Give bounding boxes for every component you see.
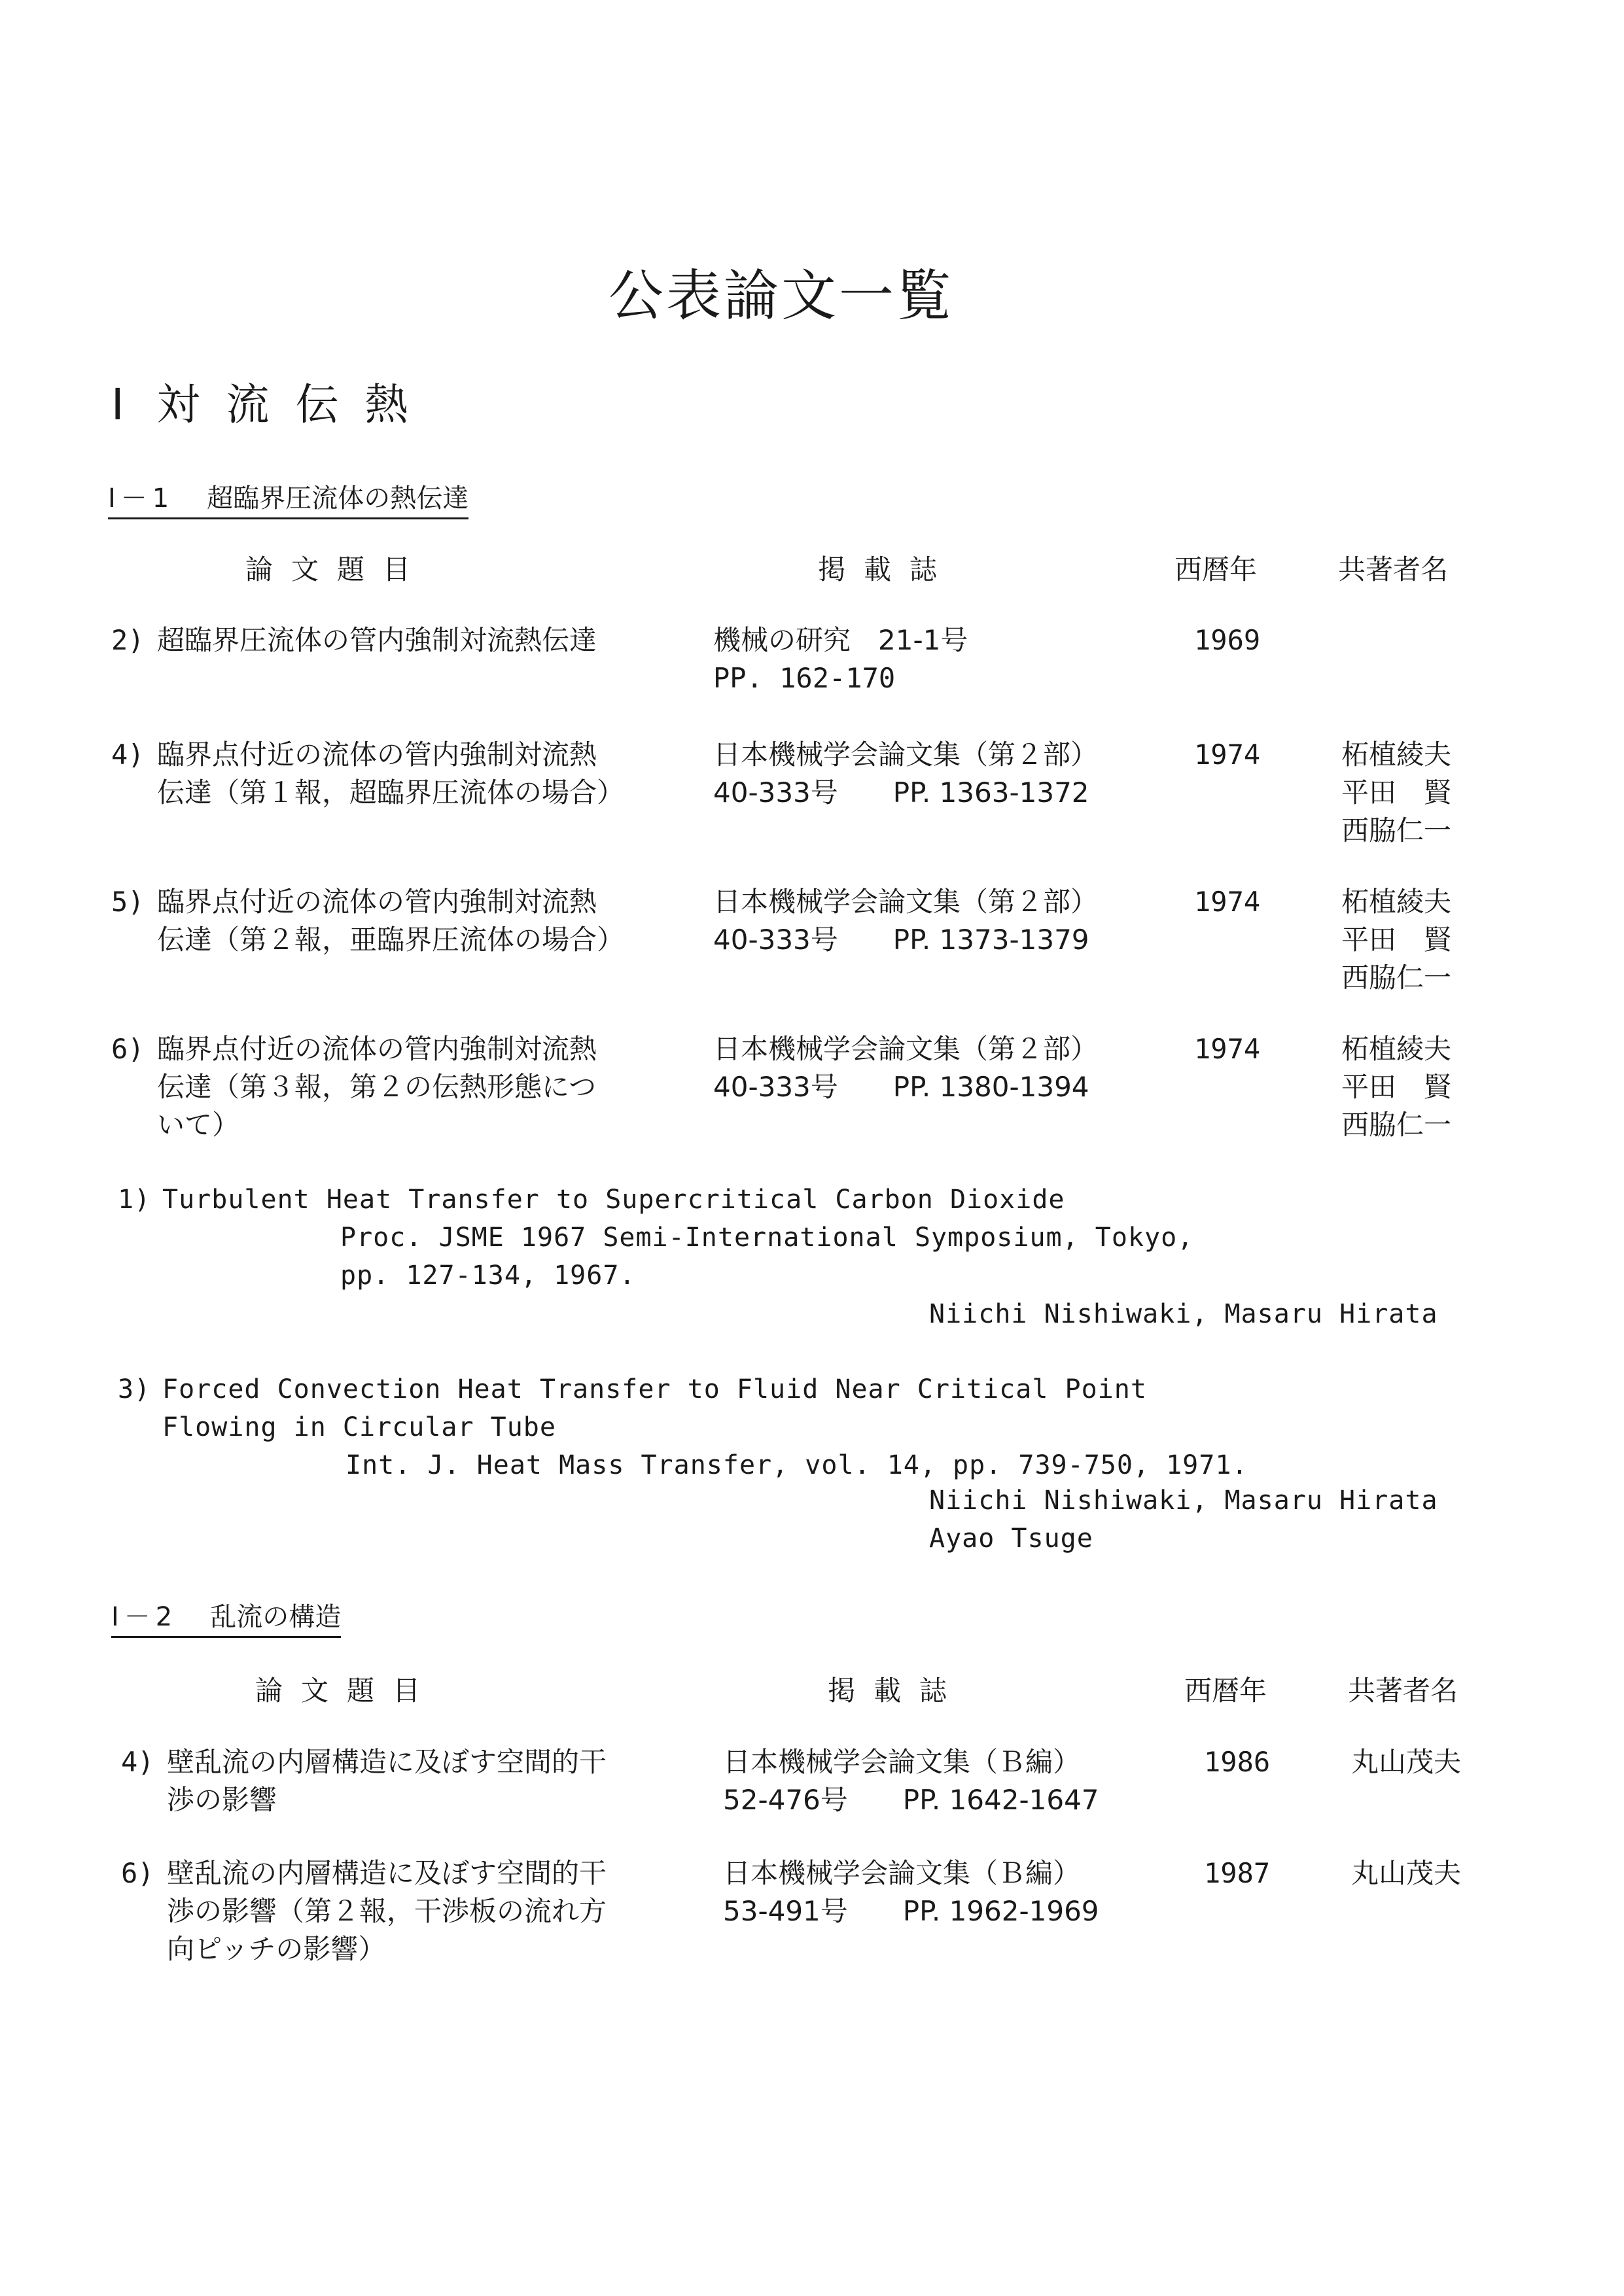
column-header-title: 論文題目 [245, 553, 429, 585]
entry-number: 2) [111, 624, 145, 656]
column-header-journal: 掲載誌 [828, 1675, 966, 1707]
entry-journal: 日本機械学会論文集（第２部） 40-333号 PP. 1363-1372 [713, 739, 1099, 809]
section-title: 乱流の構造 [210, 1602, 342, 1632]
entry-title: 壁乱流の内層構造に及ぼす空間的干 渉の影響 [167, 1746, 607, 1816]
entry-journal: 日本機械学会論文集（Ｂ編） 53-491号 PP. 1962-1969 [723, 1857, 1099, 1927]
entry-coauthors: 柘植綾夫 平田 賢 西脇仁一 [1341, 1033, 1452, 1141]
english-entry-authors: Niichi Nishiwaki, Masaru Hirata [929, 1299, 1438, 1329]
chapter-title: 対流伝熱 [156, 379, 434, 430]
entry-title: 臨界点付近の流体の管内強制対流熱 伝達（第１報，超臨界圧流体の場合） [157, 739, 625, 809]
entry-number: 6) [111, 1033, 145, 1065]
english-entry-title: Turbulent Heat Transfer to Supercritical Carbon Dioxide [162, 1185, 1065, 1215]
entry-number: 6) [121, 1857, 154, 1889]
entry-year: 1974 [1194, 886, 1261, 918]
entry-number: 4) [121, 1746, 154, 1778]
column-header-year: 西暦年 [1174, 553, 1258, 585]
entry-year: 1969 [1194, 624, 1261, 656]
column-header-year: 西暦年 [1184, 1675, 1267, 1707]
section-number: I－2 [111, 1602, 178, 1632]
entry-journal: 機械の研究 21-1号 PP. 162-170 [713, 624, 968, 694]
entry-year: 1974 [1194, 1033, 1261, 1065]
entry-year: 1986 [1204, 1746, 1271, 1778]
entry-title: 壁乱流の内層構造に及ぼす空間的干 渉の影響（第２報，干渉板の流れ方 向ピッチの影響） [167, 1857, 607, 1965]
english-entry-title: Forced Convection Heat Transfer to Fluid Near Critical Point Flowing in Circular Tube [162, 1374, 1147, 1442]
entry-journal: 日本機械学会論文集（第２部） 40-333号 PP. 1380-1394 [713, 1033, 1099, 1103]
entry-title: 臨界点付近の流体の管内強制対流熱 伝達（第３報，第２の伝熱形態につ いて） [157, 1033, 597, 1141]
section-title: 超臨界圧流体の熱伝達 [207, 483, 469, 513]
column-header-coauthors: 共著者名 [1348, 1675, 1458, 1707]
english-entry-citation: Int. J. Heat Mass Transfer, vol. 14, pp. 739-750, 1971. [345, 1450, 1248, 1480]
entry-year: 1974 [1194, 739, 1261, 771]
english-entry-number: 1) [118, 1185, 151, 1215]
english-entry-authors: Niichi Nishiwaki, Masaru Hirata Ayao Tsuge [929, 1486, 1438, 1554]
chapter-number: I [111, 379, 124, 430]
entry-title: 超臨界圧流体の管内強制対流熱伝達 [157, 624, 597, 656]
english-entry-citation: Proc. JSME 1967 Semi-International Symposium, Tokyo, pp. 127-134, 1967. [340, 1223, 1194, 1291]
column-header-journal: 掲載誌 [818, 553, 956, 585]
section-number: I－1 [108, 483, 175, 513]
entry-number: 4) [111, 739, 145, 771]
english-entry-number: 3) [118, 1374, 151, 1404]
section-heading-2 [111, 1596, 341, 1638]
entry-coauthors: 丸山茂夫 [1351, 1746, 1462, 1778]
entry-title: 臨界点付近の流体の管内強制対流熱 伝達（第２報，亜臨界圧流体の場合） [157, 886, 625, 956]
entry-year: 1987 [1204, 1857, 1271, 1889]
entry-coauthors: 丸山茂夫 [1351, 1857, 1462, 1889]
entry-number: 5) [111, 886, 145, 918]
column-header-title: 論文題目 [255, 1675, 439, 1707]
section-heading-1 [108, 478, 468, 519]
entry-journal: 日本機械学会論文集（第２部） 40-333号 PP. 1373-1379 [713, 886, 1099, 956]
column-header-coauthors: 共著者名 [1338, 553, 1449, 585]
chapter-heading [111, 370, 434, 432]
entry-coauthors: 柘植綾夫 平田 賢 西脇仁一 [1341, 739, 1452, 846]
entry-coauthors: 柘植綾夫 平田 賢 西脇仁一 [1341, 886, 1452, 994]
entry-journal: 日本機械学会論文集（Ｂ編） 52-476号 PP. 1642-1647 [723, 1746, 1099, 1816]
page-title: 公表論文一覧 [609, 264, 955, 328]
